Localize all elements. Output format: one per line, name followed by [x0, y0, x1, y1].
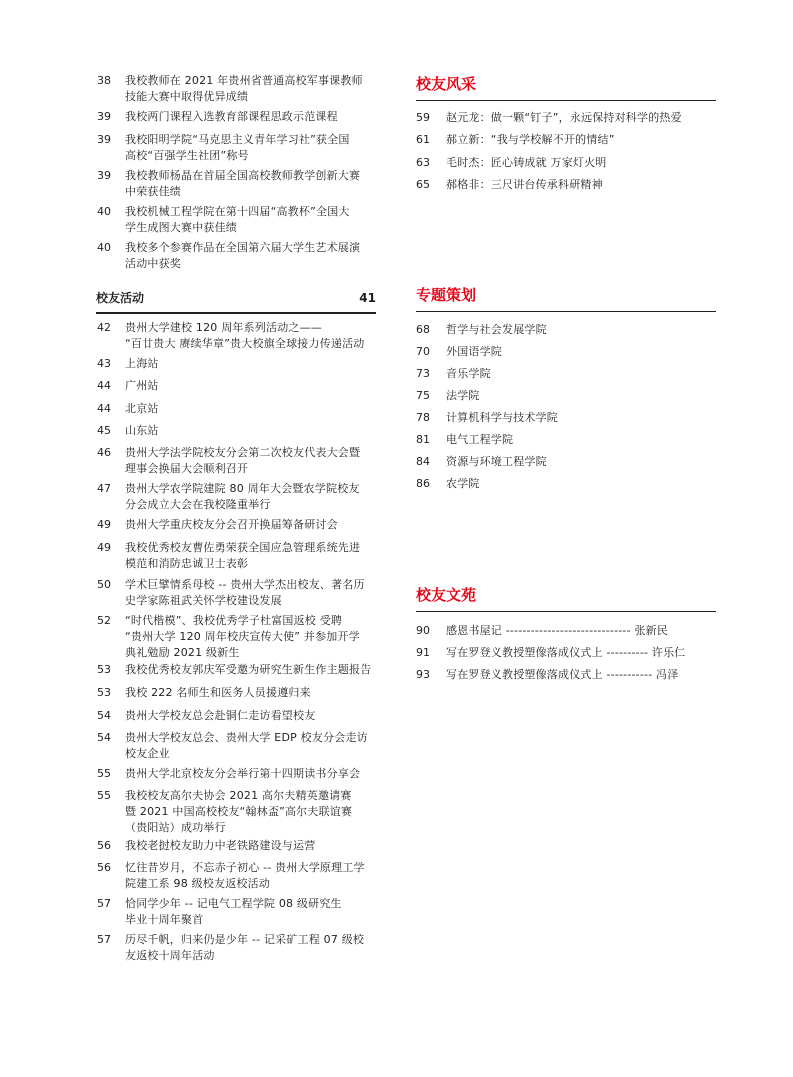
entry-title: 贵州大学校友总会、贵州大学 EDP 校友分会走访 校友企业: [125, 731, 368, 760]
section-title-fengcai[interactable]: 校友风采: [416, 74, 716, 101]
page-number: 46: [97, 446, 111, 459]
page-number: 45: [97, 424, 111, 437]
toc-entry[interactable]: [97, 766, 377, 782]
entry-title: 学术巨擘情系母校 -- 贵州大学杰出校友、著名历 史学家陈祖武关怀学校建设发展: [125, 578, 365, 607]
entry-title: 我校两门课程入选教育部课程思政示范课程: [125, 110, 338, 123]
entry-title: 农学院: [446, 477, 480, 490]
entry-title: 贵州大学农学院建院 80 周年大会暨农学院校友 分会成立大会在我校隆重举行: [125, 482, 360, 511]
entry-title: 计算机科学与技术学院: [446, 411, 558, 424]
toc-entry[interactable]: [97, 445, 377, 477]
toc-entry[interactable]: [416, 667, 716, 683]
toc-entry[interactable]: [97, 577, 377, 609]
page-number: 84: [416, 455, 430, 468]
entry-title: 哲学与社会发展学院: [446, 323, 547, 336]
entry-title: 法学院: [446, 389, 480, 402]
toc-entry[interactable]: [416, 366, 716, 382]
toc-entry[interactable]: [416, 344, 716, 360]
page-number: 81: [416, 433, 430, 446]
entry-title: 我校教师杨晶在首届全国高校教师教学创新大赛 中荣获佳绩: [125, 169, 361, 198]
toc-entry[interactable]: [97, 613, 377, 661]
toc-entry[interactable]: [97, 109, 377, 125]
page-number: 40: [97, 205, 111, 218]
entry-title: 我校优秀校友郭庆军受邀为研究生新生作主题报告: [125, 663, 372, 676]
page-number: 40: [97, 241, 111, 254]
entry-title: 我校阳明学院“马克思主义青年学习社”获全国 高校“百强学生社团”称号: [125, 133, 350, 162]
toc-entry[interactable]: [416, 623, 716, 639]
toc-entry[interactable]: [416, 177, 716, 193]
page-number: 43: [97, 357, 111, 370]
toc-entry[interactable]: [97, 730, 377, 762]
entry-title: 广州站: [125, 379, 159, 392]
section-title-wenyuan[interactable]: 校友文苑: [416, 585, 716, 612]
toc-entry[interactable]: [97, 320, 377, 352]
entry-title: 感恩书屋记 ------------------------------ 张新民: [446, 624, 669, 637]
page-number: 75: [416, 389, 430, 402]
page-number: 55: [97, 789, 111, 802]
entry-title: 忆往昔岁月，不忘赤子初心 -- 贵州大学原理工学 院建工系 98 级校友返校活动: [125, 861, 365, 890]
toc-entry[interactable]: [416, 454, 716, 470]
page-number: 73: [416, 367, 430, 380]
toc-entry[interactable]: [416, 432, 716, 448]
toc-entry[interactable]: [97, 685, 377, 701]
toc-entry[interactable]: [97, 401, 377, 417]
page-number: 54: [97, 731, 111, 744]
section-title: 校友活动: [96, 291, 145, 305]
entry-title: 写在罗登义教授塑像落成仪式上 ---------- 许乐仁: [446, 646, 686, 659]
page-number: 90: [416, 624, 430, 637]
entry-title: 我校优秀校友曹佐勇荣获全国应急管理系统先进 模范和消防忠诚卫士表彰: [125, 541, 361, 570]
toc-entry[interactable]: [97, 132, 377, 164]
entry-title: 上海站: [125, 357, 159, 370]
page-number: 49: [97, 541, 111, 554]
toc-entry[interactable]: [416, 155, 716, 171]
entry-title: 贵州大学重庆校友分会召开换届筹备研讨会: [125, 518, 338, 531]
entry-title: 音乐学院: [446, 367, 491, 380]
entry-title: 恰同学少年 -- 记电气工程学院 08 级研究生 毕业十周年聚首: [125, 897, 342, 926]
entry-title: 毛时杰：匠心铸成就 万家灯火明: [446, 156, 607, 169]
page-number: 44: [97, 379, 111, 392]
entry-title: 电气工程学院: [446, 433, 514, 446]
toc-entry[interactable]: [97, 73, 377, 105]
page-number: 93: [416, 668, 430, 681]
toc-entry[interactable]: [416, 476, 716, 492]
entry-title: 历尽千帆，归来仍是少年 -- 记采矿工程 07 级校 友返校十周年活动: [125, 933, 365, 962]
toc-entry[interactable]: [97, 662, 377, 678]
toc-entry[interactable]: [97, 788, 377, 836]
entry-title: 资源与环境工程学院: [446, 455, 547, 468]
toc-entry[interactable]: [416, 110, 716, 126]
toc-entry[interactable]: [97, 540, 377, 572]
page-number: 91: [416, 646, 430, 659]
entry-title: 我校老挝校友助力中老铁路建设与运营: [125, 839, 316, 852]
entry-title: 郝格非：三尺讲台传承科研精神: [446, 178, 603, 191]
entry-title: 北京站: [125, 402, 159, 415]
page-number: 54: [97, 709, 111, 722]
entry-title: 郝立新：“我与学校解不开的情结”: [446, 133, 615, 146]
section-title-zhuanti[interactable]: 专题策划: [416, 285, 716, 312]
entry-title: 贵州大学建校 120 周年系列活动之—— “百廿贵大 赓续华章”贵大校旗全球接力传递活动: [125, 321, 365, 350]
page-number: 63: [416, 156, 430, 169]
page-number: 50: [97, 578, 111, 591]
section-page-number: 41: [359, 291, 376, 305]
entry-title: 我校机械工程学院在第十四届“高教杯”全国大 学生成图大赛中获佳绩: [125, 205, 350, 234]
entry-title: 贵州大学校友总会赴铜仁走访看望校友: [125, 709, 316, 722]
section-header-activity[interactable]: [96, 290, 376, 314]
toc-entry[interactable]: [416, 388, 716, 404]
entry-title: “时代楷模”、我校优秀学子杜富国返校 受聘 “贵州大学 120 周年校庆宣传大使” 并参加开学 典礼勉励 2021 级新生: [125, 614, 360, 659]
page-number: 44: [97, 402, 111, 415]
toc-entry[interactable]: [416, 132, 716, 148]
page-number: 59: [416, 111, 430, 124]
page-number: 53: [97, 663, 111, 676]
toc-entry[interactable]: [97, 481, 377, 513]
toc-entry[interactable]: [416, 645, 716, 661]
toc-entry[interactable]: [97, 378, 377, 394]
page-number: 86: [416, 477, 430, 490]
page-number: 57: [97, 897, 111, 910]
toc-entry[interactable]: [97, 517, 377, 533]
toc-entry[interactable]: [416, 322, 716, 338]
page-number: 68: [416, 323, 430, 336]
page-number: 39: [97, 133, 111, 146]
toc-entry[interactable]: [97, 168, 377, 200]
page-number: 78: [416, 411, 430, 424]
toc-entry[interactable]: [97, 204, 377, 236]
toc-entry[interactable]: [97, 860, 377, 892]
page-number: 49: [97, 518, 111, 531]
entry-title: 我校校友高尔夫协会 2021 高尔夫精英邀请赛 暨 2021 中国高校校友“翰林盃”高尔夫联谊赛 （贵阳站）成功举行: [125, 789, 353, 834]
page-number: 61: [416, 133, 430, 146]
page-number: 38: [97, 74, 111, 87]
page-number: 47: [97, 482, 111, 495]
page-number: 39: [97, 169, 111, 182]
entry-title: 我校 222 名师生和医务人员援遵归来: [125, 686, 311, 699]
entry-title: 山东站: [125, 424, 159, 437]
page-number: 56: [97, 839, 111, 852]
toc-entry[interactable]: [416, 410, 716, 426]
page-number: 57: [97, 933, 111, 946]
toc-entry[interactable]: [97, 708, 377, 724]
entry-title: 我校多个参赛作品在全国第六届大学生艺术展演 活动中获奖: [125, 241, 361, 270]
entry-title: 贵州大学法学院校友分会第二次校友代表大会暨 理事会换届大会顺利召开: [125, 446, 361, 475]
toc-entry[interactable]: [97, 896, 377, 928]
page-number: 55: [97, 767, 111, 780]
toc-entry[interactable]: [97, 838, 377, 854]
page-number: 53: [97, 686, 111, 699]
entry-title: 贵州大学北京校友分会举行第十四期读书分享会: [125, 767, 361, 780]
entry-title: 赵元龙：做一颗“钉子”，永远保持对科学的热爱: [446, 111, 682, 124]
entry-title: 写在罗登义教授塑像落成仪式上 ----------- 冯泽: [446, 668, 679, 681]
toc-entry[interactable]: [97, 240, 377, 272]
entry-title: 我校教师在 2021 年贵州省普通高校军事课教师 技能大赛中取得优异成绩: [125, 74, 363, 103]
page-number: 52: [97, 614, 111, 627]
toc-entry[interactable]: [97, 932, 377, 964]
page-number: 70: [416, 345, 430, 358]
page-number: 42: [97, 321, 111, 334]
page-number: 39: [97, 110, 111, 123]
toc-entry[interactable]: [97, 356, 377, 372]
page-number: 65: [416, 178, 430, 191]
page-number: 56: [97, 861, 111, 874]
entry-title: 外国语学院: [446, 345, 502, 358]
toc-entry[interactable]: [97, 423, 377, 439]
